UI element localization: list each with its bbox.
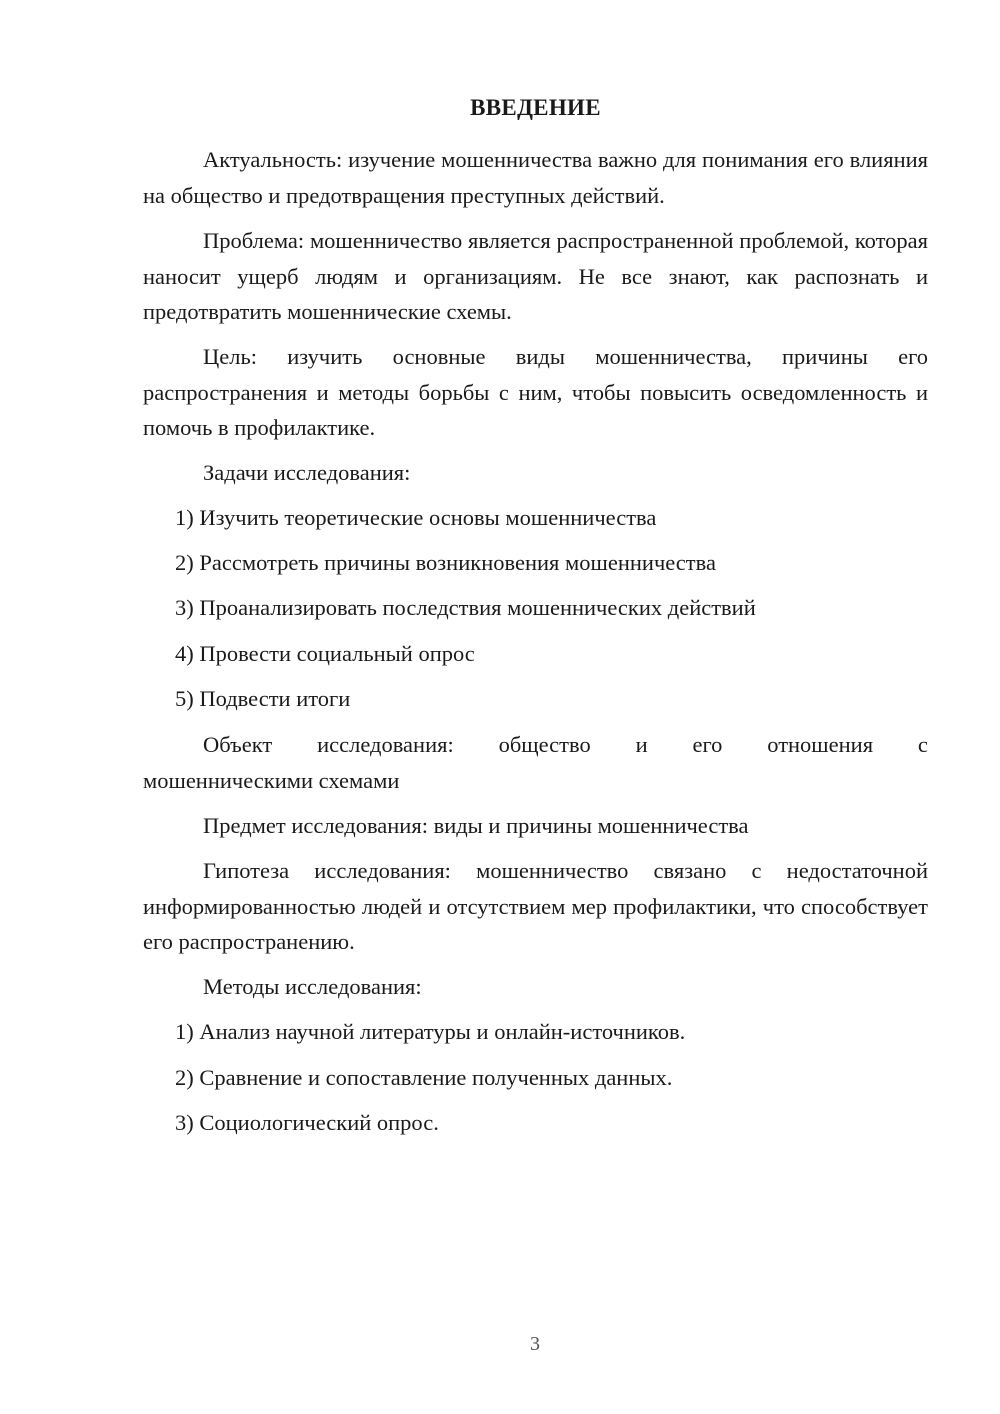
page-title: ВВЕДЕНИЕ (470, 95, 601, 120)
object-word: его (692, 732, 723, 757)
list-item: 3) Социологический опрос. (175, 1110, 439, 1135)
object-line-1 (143, 727, 928, 763)
relevance-paragraph: Актуальность: изучение мошенничества важно для понимания его влияния на общество и предотвращения преступных действий. (143, 147, 928, 208)
object-word: с (917, 732, 928, 757)
object-word: общество (498, 732, 591, 757)
goal-paragraph: Цель: изучить основные виды мошенничества, причины его распространения и методы борьбы с ним, чтобы повысить осведомленность и помочь в профилактике. (143, 344, 928, 440)
list-item: 2) Рассмотреть причины возникновения мошенничества (175, 550, 716, 575)
list-item: 2) Сравнение и сопоставление полученных данных. (175, 1065, 673, 1090)
object-line-2: мошенническими схемами (143, 768, 400, 793)
object-word: исследования: (317, 732, 454, 757)
object-word: Объект (203, 732, 273, 757)
problem-paragraph: Проблема: мошенничество является распространенной проблемой, которая наносит ущерб людям и организациям. Не все знают, как распознать и предотвратить мошеннические схемы. (143, 228, 928, 324)
list-item: 1) Анализ научной литературы и онлайн-источников. (175, 1019, 686, 1044)
subject-paragraph: Предмет исследования: виды и причины мошенничества (203, 813, 749, 838)
list-item: 3) Проанализировать последствия мошеннических действий (175, 595, 756, 620)
object-word: отношения (767, 732, 874, 757)
methods-heading: Методы исследования: (203, 974, 422, 999)
page-number: 3 (530, 1333, 540, 1355)
object-word: и (635, 732, 648, 757)
tasks-heading: Задачи исследования: (203, 460, 411, 485)
list-item: 4) Провести социальный опрос (175, 641, 475, 666)
list-item: 1) Изучить теоретические основы мошенничества (175, 505, 657, 530)
hypothesis-paragraph: Гипотеза исследования: мошенничество связано с недостаточной информированностью людей и отсутствием мер профилактики, что способствует его распространению. (143, 858, 928, 954)
list-item: 5) Подвести итоги (175, 686, 351, 711)
